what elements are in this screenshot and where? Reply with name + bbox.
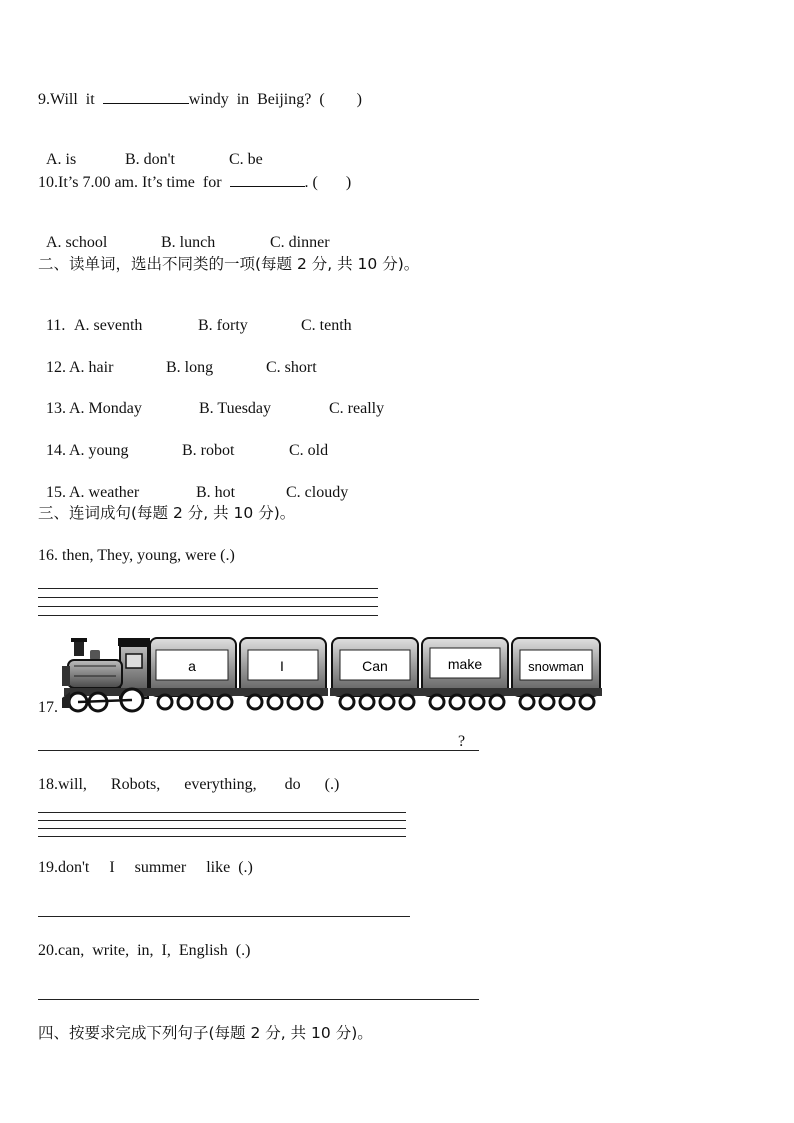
option-c[interactable]: C. old [289, 442, 329, 459]
answer-line-19[interactable] [38, 916, 410, 917]
option-c[interactable]: C. dinner [270, 234, 330, 251]
section-4-heading: 四、按要求完成下列句子(每题 2 分, 共 10 分)。 [38, 1024, 373, 1042]
question-9: 9.Will it windy in Beijing? ( ) [38, 88, 362, 110]
train-word-4: make [447, 656, 483, 672]
option-b[interactable]: B. Tuesday [199, 400, 272, 417]
answer-line-20[interactable] [38, 999, 479, 1000]
train-car-3 [330, 638, 420, 709]
question-mark: ? [458, 733, 466, 750]
question-10-options [38, 213, 330, 253]
train-car-4 [420, 638, 510, 709]
writing-line[interactable] [38, 836, 406, 837]
locomotive-icon [62, 638, 152, 711]
option-a[interactable]: A. school [46, 234, 108, 251]
answer-blank[interactable] [103, 88, 189, 104]
question-12: 12. A. hair B. long C. short [46, 359, 317, 376]
writing-line[interactable] [38, 606, 378, 607]
option-c[interactable]: C. cloudy [286, 484, 349, 501]
option-a[interactable]: A. weather [69, 484, 140, 501]
option-c[interactable]: C. tenth [301, 317, 352, 334]
question-17-number: 17. [38, 699, 58, 716]
option-b[interactable]: B. lunch [161, 234, 216, 251]
question-11: 11. A. seventh B. forty C. tenth [46, 317, 352, 334]
option-b[interactable]: B. long [166, 359, 214, 376]
option-c[interactable]: C. be [229, 151, 263, 168]
train-word-3: Can [362, 658, 388, 674]
option-a[interactable]: A. is [46, 151, 77, 168]
section-2-heading: 二、读单词，选出不同类的一项(每题 2 分, 共 10 分)。 [38, 255, 420, 273]
question-18: 18.will, Robots, everything, do (.) [38, 776, 340, 793]
writing-line[interactable] [38, 588, 378, 589]
answer-blank[interactable] [230, 171, 305, 187]
option-b[interactable]: B. hot [196, 484, 236, 501]
question-20: 20.can, write, in, I, English (.) [38, 942, 251, 959]
option-b[interactable]: B. forty [198, 317, 248, 334]
question-9-options [38, 130, 263, 170]
question-15: 15. A. weather B. hot C. cloudy [46, 484, 349, 501]
option-c[interactable]: C. short [266, 359, 317, 376]
option-b[interactable]: B. don't [125, 151, 175, 168]
writing-line[interactable] [38, 615, 378, 616]
option-a[interactable]: A. Monday [69, 400, 142, 417]
writing-line[interactable] [38, 597, 378, 598]
train-car-5 [510, 638, 602, 709]
answer-line-17[interactable] [38, 750, 479, 751]
train-word-1: a [188, 658, 196, 674]
writing-line[interactable] [38, 812, 406, 813]
word-train-illustration [60, 636, 605, 716]
option-b[interactable]: B. robot [182, 442, 235, 459]
option-a[interactable]: A. seventh [74, 317, 143, 334]
question-13: 13. A. Monday B. Tuesday C. really [46, 400, 385, 417]
question-14: 14. A. young B. robot C. old [46, 442, 329, 459]
train-word-2: I [280, 658, 284, 674]
train-car-2 [238, 638, 328, 709]
question-19: 19.don't I summer like (.) [38, 859, 253, 876]
train-car-1 [148, 638, 238, 709]
option-c[interactable]: C. really [329, 400, 385, 417]
writing-line[interactable] [38, 828, 406, 829]
train-word-5: snowman [528, 659, 584, 674]
question-16: 16. then, They, young, were (.) [38, 547, 235, 564]
section-3-heading: 三、连词成句(每题 2 分, 共 10 分)。 [38, 504, 296, 522]
option-a[interactable]: A. hair [69, 359, 114, 376]
question-10: 10.It’s 7.00 am. It’s time for . ( ) [38, 171, 351, 193]
writing-line[interactable] [38, 820, 406, 821]
option-a[interactable]: A. young [69, 442, 129, 459]
